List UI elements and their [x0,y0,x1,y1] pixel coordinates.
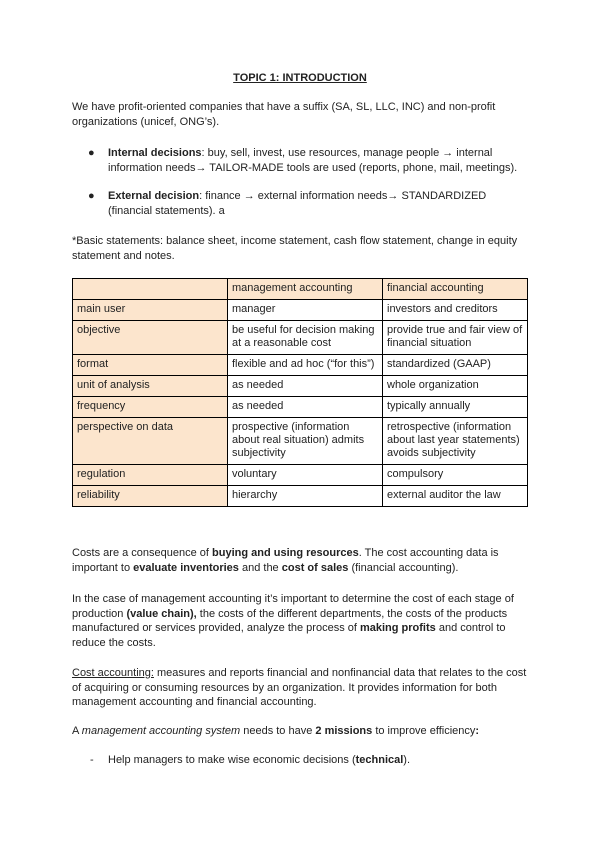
bullet-icon: ● [88,190,95,202]
text-run: and control to reduce the costs. [72,622,506,649]
table-cell: voluntary [228,465,383,486]
comparison-table [72,278,528,507]
table-cell: as needed [228,397,383,418]
row-label: regulation [73,465,228,486]
table-cell: standardized (GAAP) [383,355,528,376]
text-run: measures and reports financial and nonfinancial data that relates to the cost of acquiring or consuming resources by an organization. It provides information for both management accounting and financial accounting. [72,667,527,708]
table-cell: as needed [228,376,383,397]
table-cell: prospective (information about real situation) admits subjectivity [228,418,383,465]
table-cell: hierarchy [228,486,383,507]
table-row [73,418,528,465]
table-row [73,321,528,355]
row-label: objective [73,321,228,355]
row-label: frequency [73,397,228,418]
text-run: to improve efficiency [372,725,476,737]
table-cell: investors and creditors [383,300,528,321]
table-row [73,376,528,397]
table-header-cell: management accounting [228,279,383,300]
underlined-term: Cost accounting: [72,667,154,679]
table-row [73,486,528,507]
internal-decisions-term: Internal decisions [108,147,202,159]
external-decision-term: External decision [108,190,200,202]
row-label: perspective on data [73,418,228,465]
basic-statements-note: *Basic statements: balance sheet, income statement, cash flow statement, change in equity statement and notes. [72,235,518,262]
text-run: ). [403,754,411,766]
costs-paragraph [72,546,532,575]
table-cell: whole organization [383,376,528,397]
bullet-icon: ● [88,147,95,159]
bold-term: buying and using resources [212,547,359,559]
cost-accounting-paragraph [72,666,532,710]
row-label: unit of analysis [73,376,228,397]
text-run: Help managers to make wise economic decisions ( [108,754,356,766]
text-run: A [72,725,82,737]
table-row [73,355,528,376]
page-title: TOPIC 1: INTRODUCTION [233,72,367,84]
table-cell: retrospective (information about last year statements) avoids subjectivity [383,418,528,465]
bold-term: technical [355,754,404,766]
list-item [108,754,410,766]
table-row [73,300,528,321]
bold-term: 2 missions [315,725,373,737]
management-paragraph [72,592,532,650]
bold-term: cost of sales [281,561,349,574]
table-cell: typically annually [383,397,528,418]
text-run: (financial accounting). [348,561,459,574]
external-decision-text: : finance → external information needs→ STANDARDIZED (financial statements). a [108,190,487,217]
list-item-internal [72,146,532,175]
bold-term: : [475,725,480,737]
bold-term: (value chain), [126,607,197,620]
table-cell: external auditor the law [383,486,528,507]
system-paragraph [72,724,532,739]
row-label: format [73,355,228,376]
table-cell: manager [228,300,383,321]
internal-decisions-text: : buy, sell, invest, use resources, manage people → internal information needs→ TAILOR-MADE tools are used (reports, phone, mail, meetings). [108,147,518,174]
text-run: the costs of the different departments, the costs of the products manufactured or services provided, analyze the process of [72,607,508,634]
table-header-row [73,279,528,300]
table-cell: be useful for decision making at a reasonable cost [228,321,383,355]
table-row [73,465,528,486]
italic-term: management accounting system [81,725,241,737]
dash-marker: - [90,754,94,766]
table-header-cell: financial accounting [383,279,528,300]
text-run: . The cost accounting data is important to [72,547,499,574]
decisions-list [72,146,532,232]
bold-term: making profits [359,622,436,634]
table-cell: compulsory [383,465,528,486]
text-run: and the [238,561,282,574]
table-header-cell [73,279,228,300]
list-item-external [72,189,532,218]
text-run: In the case of management accounting it’s important to determine the cost of each stage of production [72,593,514,620]
table-row [73,397,528,418]
row-label: reliability [73,486,228,507]
text-run: needs to have [240,725,316,737]
intro-paragraph: We have profit-oriented companies that have a suffix (SA, SL, LLC, INC) and non-profit organizations (unicef, ONG’s). [72,101,496,128]
row-label: main user [73,300,228,321]
table-cell: provide true and fair view of financial situation [383,321,528,355]
table-cell: flexible and ad hoc (“for this”) [228,355,383,376]
bold-term: evaluate inventories [133,561,239,574]
text-run: Costs are a consequence of [72,547,213,559]
